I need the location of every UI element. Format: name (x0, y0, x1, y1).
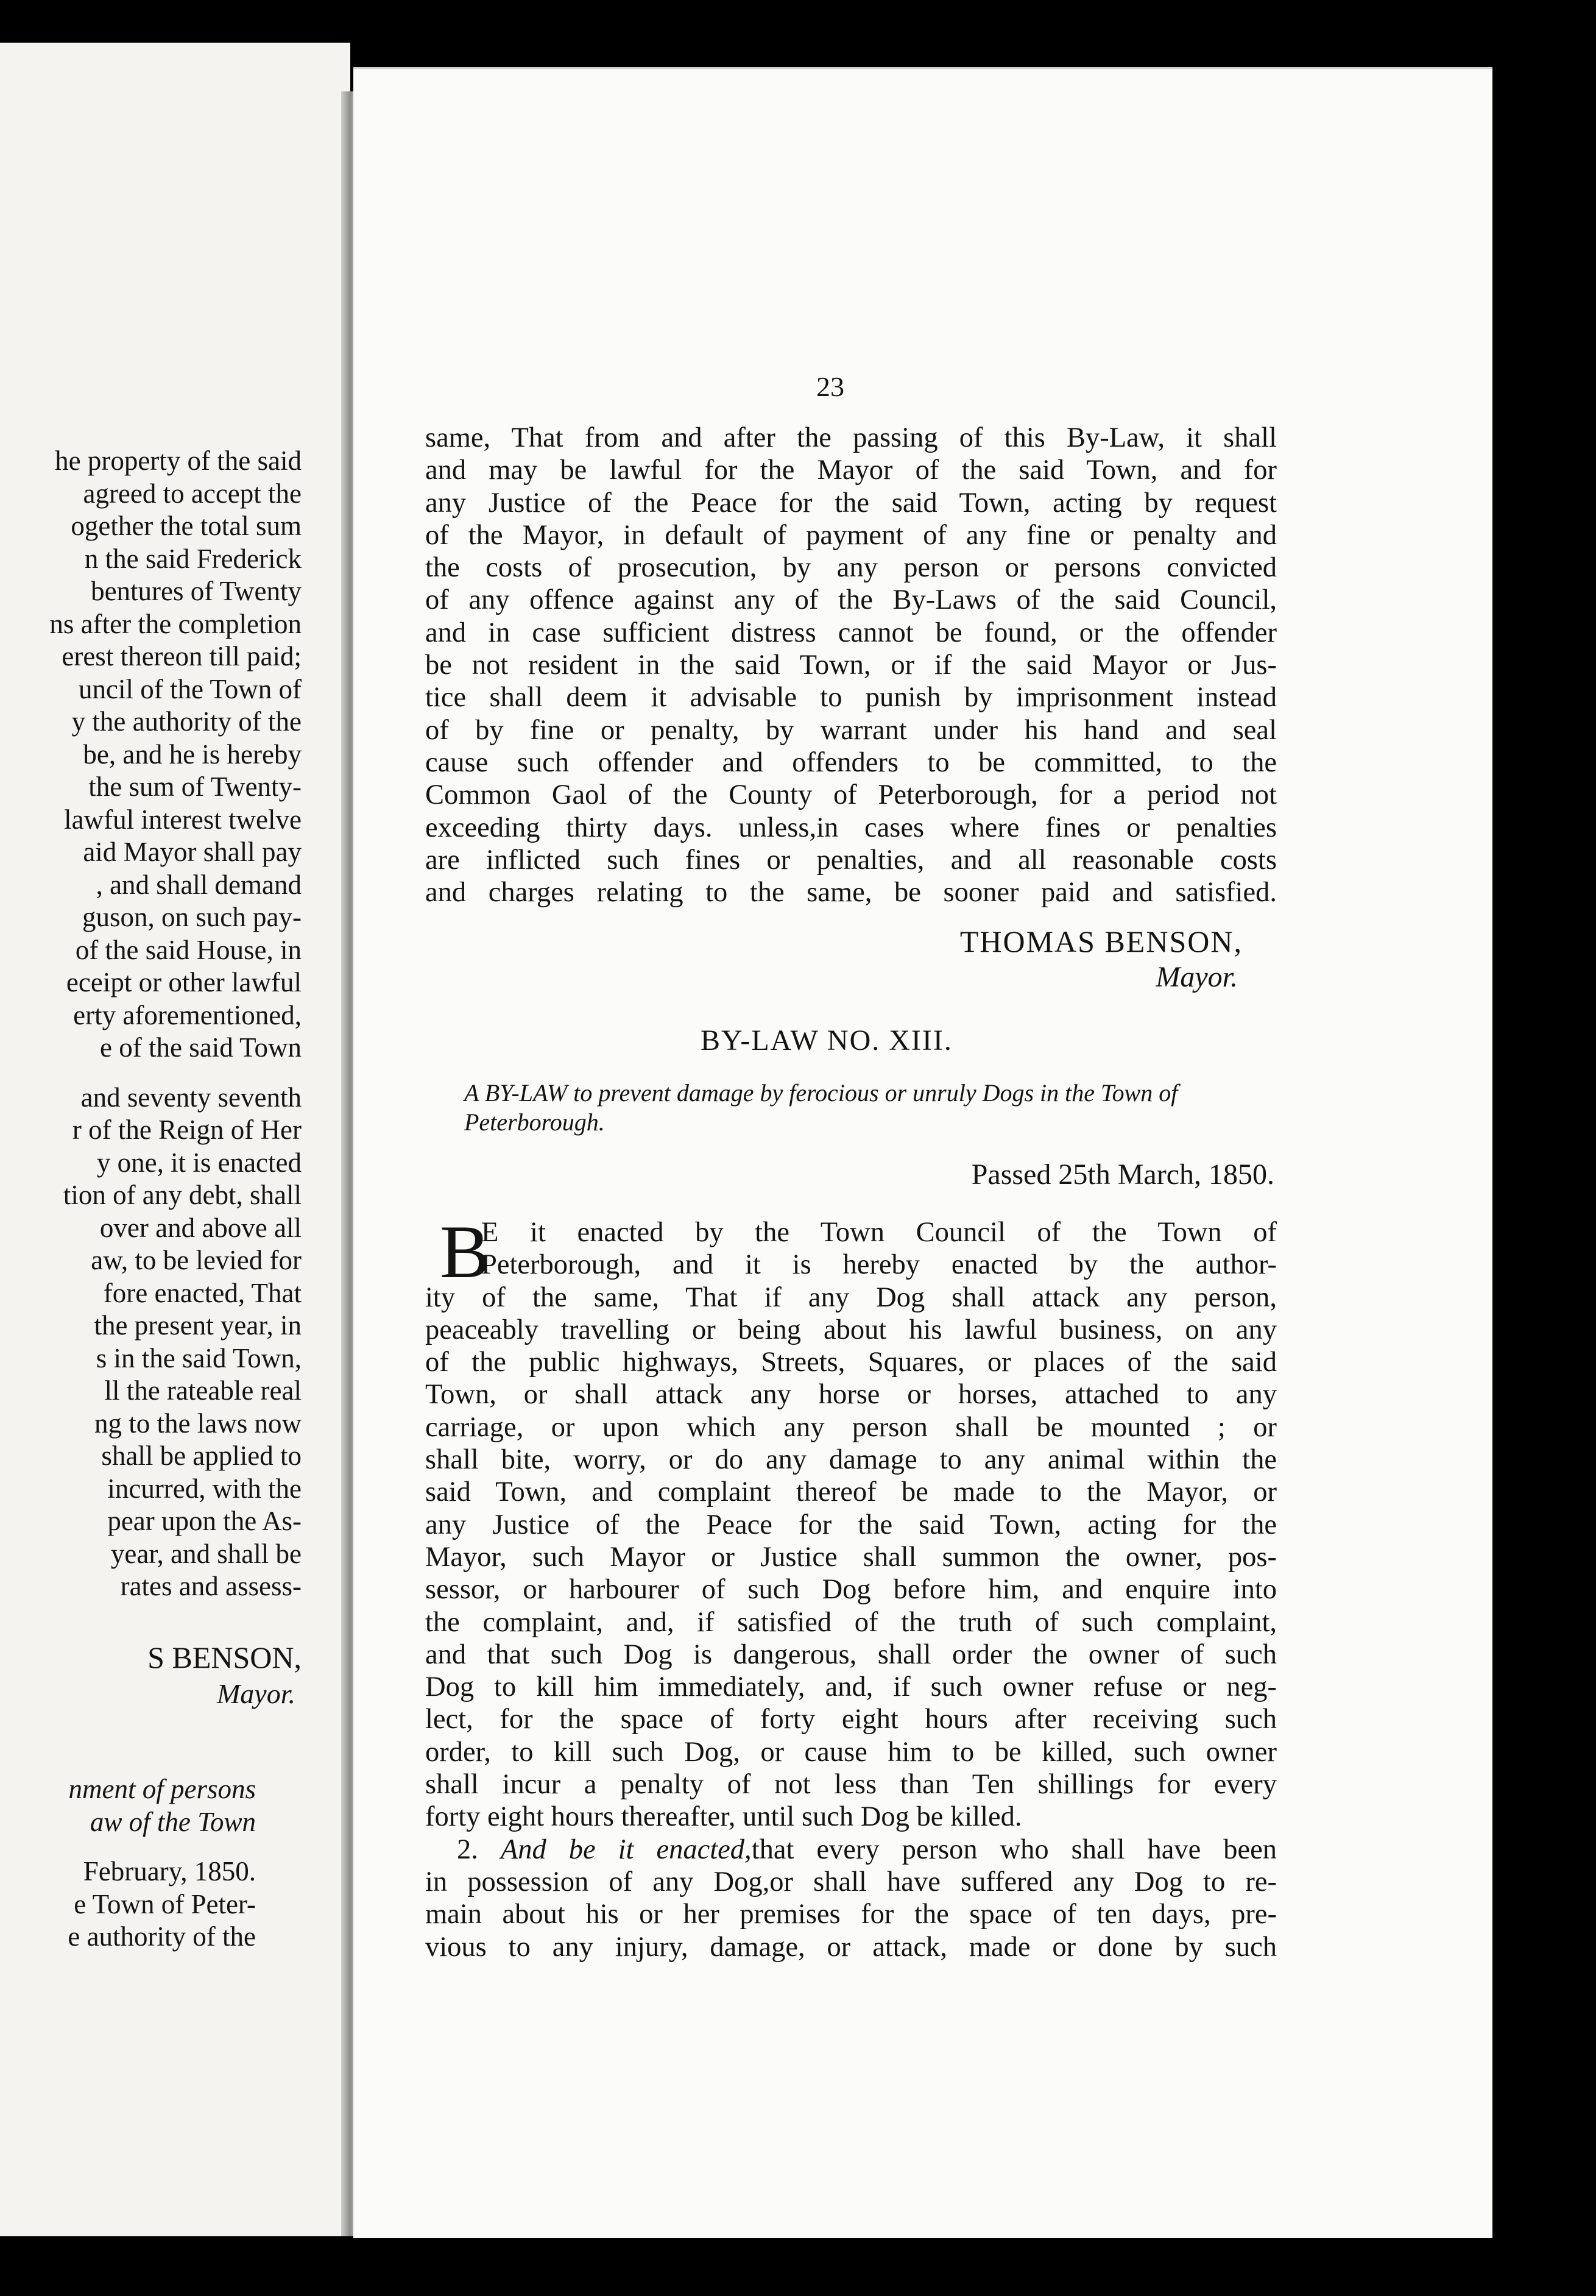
left-text-line: the present year, in (94, 1310, 302, 1341)
text-line: Town, or shall attack any horse or horses, attached to any (425, 1379, 1277, 1411)
left-signature (147, 1639, 302, 1712)
bylaw-heading: BY-LAW NO. XIII. (701, 1024, 953, 1057)
text-line: carriage, or upon which any person shall be mounted ; or (425, 1411, 1277, 1443)
text-line: Common Gaol of the County of Peterborough, for a period not (425, 779, 1277, 811)
text-line: said Town, and complaint thereof be made to the Mayor, or (425, 1476, 1277, 1508)
paragraph-2-text: that every person who shall have been (751, 1834, 1277, 1865)
text-line: forty eight hours thereafter, until such Dog be killed. (425, 1801, 1022, 1833)
left-title-line: aw of the Town (90, 1806, 256, 1837)
left-text-line: lawful interest twelve (64, 804, 302, 835)
left-text-line: ll the rateable real (104, 1375, 302, 1406)
text-line: order, to kill such Dog, or cause him to be killed, such owner (425, 1736, 1277, 1768)
text-line: same, That from and after the passing of this By-Law, it shall (425, 422, 1277, 453)
left-text-line: ogether the total sum (71, 511, 302, 541)
text-line: E it enacted by the Town Council of the Town of (481, 1217, 1277, 1248)
left-text-line: the sum of Twenty- (88, 771, 302, 802)
text-line: vious to any injury, damage, or attack, made or done by such (425, 1931, 1277, 1963)
signature-name: THOMAS BENSON, (959, 924, 1243, 958)
text-line: and that such Dog is dangerous, shall order the owner of such (425, 1639, 1277, 1670)
text-line: Dog to kill him immediately, and, if such owner refuse or neg- (425, 1671, 1277, 1703)
text-line: of the Mayor, in default of payment of any fine or penalty and (425, 519, 1277, 551)
left-text-line: ng to the laws now (94, 1408, 302, 1439)
left-text-line: s in the said Town, (96, 1342, 302, 1373)
text-line: Peterborough, and it is hereby enacted by the author- (481, 1249, 1277, 1281)
left-text-line: and seventy seventh (80, 1082, 302, 1113)
left-text-line: incurred, with the (107, 1473, 302, 1504)
text-line: of any offence against any of the By-Laws of the said Council, (425, 584, 1277, 616)
bylaw-subtitle: A BY-LAW to prevent damage by ferocious or unruly Dogs in the Town of Peterborough. (464, 1079, 1178, 1136)
left-text-line: y the authority of the (71, 706, 302, 737)
left-text-line: erty aforementioned, (73, 999, 302, 1030)
text-line: be not resident in the said Town, or if the said Mayor or Jus- (425, 650, 1277, 681)
text-line: sessor, or harbourer of such Dog before him, and enquire into (425, 1574, 1277, 1606)
left-signature-role: Mayor. (216, 1678, 295, 1709)
left-signature-name: S BENSON, (147, 1640, 302, 1674)
enacting-clause: And be it enacted, (500, 1834, 752, 1865)
text-line: cause such offender and offenders to be committed, to the (425, 746, 1277, 778)
left-text-line: year, and shall be (110, 1538, 302, 1569)
left-text-line: aw, to be levied for (91, 1245, 302, 1275)
text-line: exceeding thirty days. unless,in cases where fines or penalties (425, 812, 1277, 843)
left-text-line: ns after the completion (49, 608, 302, 639)
text-line: peaceably travelling or being about his lawful business, on any (425, 1314, 1277, 1345)
page-number: 23 (816, 371, 844, 402)
left-text-line: uncil of the Town of (79, 673, 302, 704)
left-page-text (0, 445, 302, 1603)
text-line: and may be lawful for the Mayor of the said Town, and for (425, 455, 1277, 486)
left-text-line: agreed to accept the (83, 478, 302, 509)
text-line: are inflicted such fines or penalties, and all reasonable costs (425, 844, 1277, 876)
left-text-line: tion of any debt, shall (63, 1180, 302, 1210)
text-line: the costs of prosecution, by any person or persons convicted (425, 552, 1277, 584)
text-line: the complaint, and, if satisfied of the truth of such complaint, (425, 1606, 1277, 1638)
left-passed-date: February, 1850. (83, 1856, 256, 1887)
left-text-line: fore enacted, That (103, 1277, 302, 1308)
paragraph-2-first-line (425, 1834, 1277, 1866)
text-line: shall bite, worry, or do any damage to any animal within the (425, 1444, 1277, 1476)
left-text-line: e of the said Town (100, 1032, 302, 1063)
text-line: in possession of any Dog,or shall have suffered any Dog to re- (425, 1866, 1277, 1897)
text-line: any Justice of the Peace for the said Town, acting for the (425, 1509, 1277, 1540)
text-line: Mayor, such Mayor or Justice shall summon the owner, pos- (425, 1541, 1277, 1573)
bylaw-body (425, 1210, 1277, 1963)
left-text-line: y one, it is enacted (96, 1147, 302, 1178)
left-text-line: r of the Reign of Her (72, 1114, 302, 1145)
left-text-line: rates and assess- (120, 1571, 302, 1601)
left-text-line: be, and he is hereby (83, 739, 302, 770)
text-line: of the public highways, Streets, Squares, or places of the said (425, 1347, 1277, 1378)
left-text-line: erest thereon till paid; (62, 641, 302, 671)
text-line: ity of the same, That if any Dog shall attack any person, (425, 1281, 1277, 1313)
text-line: tice shall deem it advisable to punish by imprisonment instead (425, 682, 1277, 714)
left-title-line: nment of persons (68, 1774, 256, 1804)
text-line: main about his or her premises for the space of ten days, pre- (425, 1899, 1277, 1930)
left-text-line: of the said House, in (75, 934, 302, 965)
drop-cap: B (440, 1210, 490, 1294)
signature-role: Mayor. (1156, 961, 1238, 993)
text-line: any Justice of the Peace for the said Town, acting by request (425, 487, 1277, 519)
left-footer-text (0, 1773, 256, 1954)
left-text-line: e Town of Peter- (74, 1888, 256, 1919)
left-text-line: eceipt or other lawful (66, 967, 302, 997)
left-page (0, 43, 350, 2236)
passed-date: Passed 25th March, 1850. (971, 1158, 1274, 1191)
left-text-line: over and above all (99, 1212, 302, 1243)
left-text-line: , and shall demand (96, 869, 302, 900)
left-text-line: shall be applied to (101, 1440, 302, 1471)
left-text-line: bentures of Twenty (91, 576, 302, 606)
left-text-line: he property of the said (55, 445, 302, 476)
text-line: shall incur a penalty of not less than Ten shillings for every (425, 1769, 1277, 1801)
left-text-line: guson, on such pay- (82, 902, 302, 932)
left-text-line: n the said Frederick (84, 543, 302, 574)
text-line: lect, for the space of forty eight hours after receiving such (425, 1704, 1277, 1735)
continued-text-block (425, 422, 1277, 909)
mayor-signature (425, 923, 1243, 995)
text-line: and charges relating to the same, be sooner paid and satisfied. (425, 877, 1277, 909)
text-line: and in case sufficient distress cannot be found, or the offender (425, 617, 1277, 648)
left-text-line: aid Mayor shall pay (83, 837, 302, 867)
text-line: of by fine or penalty, by warrant under his hand and seal (425, 714, 1277, 746)
left-text-line: pear upon the As- (107, 1506, 302, 1536)
paragraph-number: 2. (457, 1834, 478, 1865)
left-text-line: e authority of the (68, 1921, 256, 1952)
